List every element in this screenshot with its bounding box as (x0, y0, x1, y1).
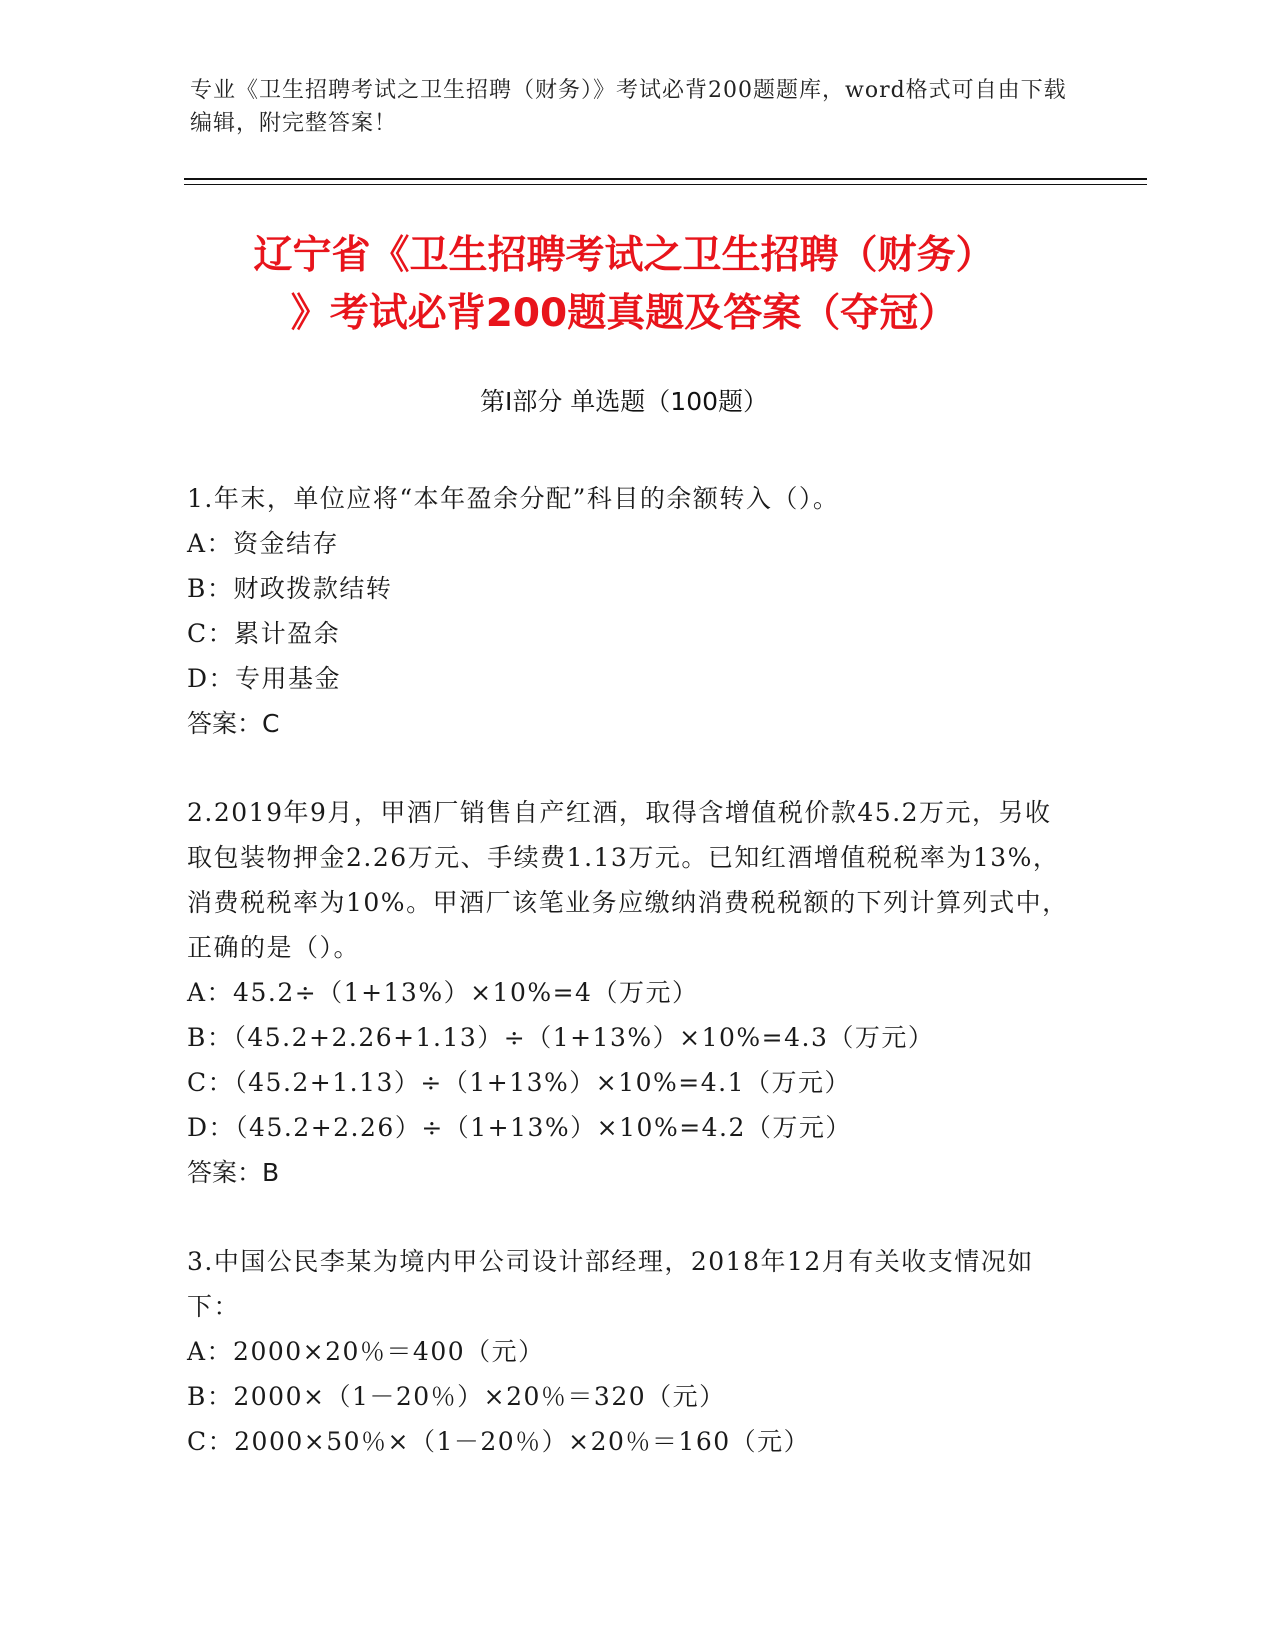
question-text: 3.中国公民李某为境内甲公司设计部经理，2018年12月有关收支情况如下： (187, 1247, 1034, 1321)
question-text: 1.年末，单位应将“本年盈余分配”科目的余额转入（）。 (187, 484, 840, 513)
answer: 答案：C (187, 709, 280, 738)
option-a: A：2000×20％＝400（元） (187, 1337, 545, 1366)
question-text: 2.2019年9月，甲酒厂销售自产红酒，取得含增值税价款45.2万元，另收取包装物押金2.26万元、手续费1.13万元。已知红酒增值税税率为13%，消费税税率为10%。甲酒厂该笔业务应缴纳消费税税额的下列计算列式中，正确的是（）。 (187, 798, 1069, 962)
option-d: D：（45.2+2.26）÷（1+13%）×10%=4.2（万元） (187, 1113, 852, 1142)
option-d: D：专用基金 (187, 664, 342, 693)
question-3 (187, 1239, 1077, 1464)
document-title (184, 227, 1064, 343)
option-b: B：财政拨款结转 (187, 574, 393, 603)
option-a: A：45.2÷（1+13%）×10%=4（万元） (187, 978, 699, 1007)
option-c: C：累计盈余 (187, 619, 341, 648)
document-title-line-2: 》考试必背200题真题及答案（夺冠） (290, 291, 958, 336)
header-note: 专业《卫生招聘考试之卫生招聘（财务）》考试必背200题题库，word格式可自由下载编辑，附完整答案！ (190, 78, 1067, 136)
document-title-line-1: 辽宁省《卫生招聘考试之卫生招聘（财务） (253, 233, 995, 278)
header-divider-thick (184, 178, 1147, 180)
option-b: B：2000×（1－20％）×20％＝320（元） (187, 1382, 726, 1411)
answer: 答案：B (187, 1158, 280, 1187)
option-a: A：资金结存 (187, 529, 340, 558)
question-1 (187, 476, 1077, 746)
option-b: B：（45.2+2.26+1.13）÷（1+13%）×10%=4.3（万元） (187, 1023, 935, 1052)
question-list (187, 476, 1077, 1508)
option-c: C：（45.2+1.13）÷（1+13%）×10%=4.1（万元） (187, 1068, 851, 1097)
question-2 (187, 790, 1077, 1195)
option-c: C：2000×50％×（1－20％）×20％＝160（元） (187, 1427, 811, 1456)
header-divider-thin (184, 184, 1147, 185)
section-title: 第Ⅰ部分 单选题（100题） (479, 387, 769, 416)
